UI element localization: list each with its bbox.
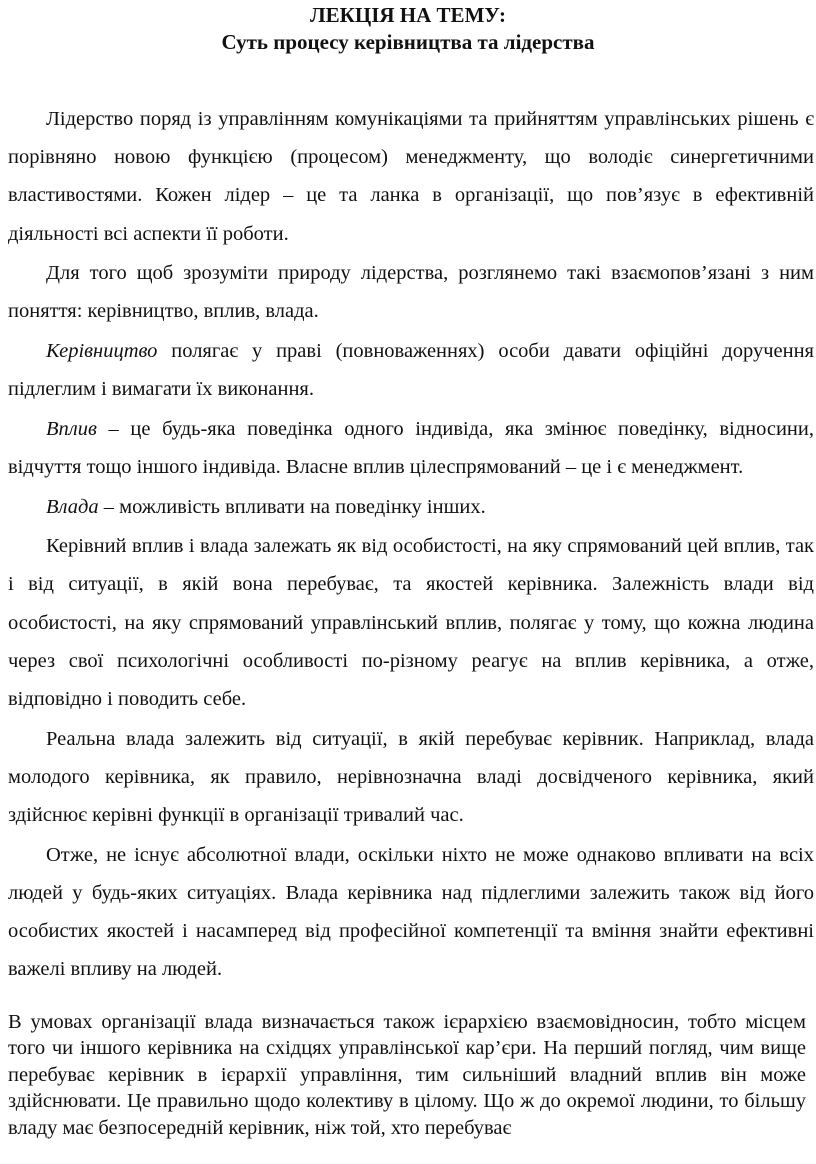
- term-influence: Вплив: [46, 417, 97, 440]
- lecture-topic-title: Суть процесу керівництва та лідерства: [221, 30, 595, 54]
- definition-power: – можливість впливати на поведінку інших.: [98, 495, 486, 518]
- paragraph-real-power: Реальна влада залежить від ситуації, в якій перебуває керівник. Наприклад, влада молодого керівника, як правило, нерівнозначна владі досвідченого керівника, який здійснює керівні функції в організації тривалий час.: [8, 727, 814, 826]
- paragraph-no-absolute-power: Отже, не існує абсолютної влади, оскільки ніхто не може однаково впливати на всіх людей у будь-яких ситуаціях. Влада керівника над підлеглими залежить також від його особистих якостей і насамперед від професійної компетенції та вміння знайти ефективні важелі впливу на людей.: [8, 843, 814, 981]
- secondary-text-block: [8, 1009, 806, 1141]
- lecture-heading: ЛЕКЦІЯ НА ТЕМУ:: [310, 3, 506, 27]
- main-text-block: [8, 100, 814, 990]
- paragraph-related-concepts: Для того щоб зрозуміти природу лідерства, розглянемо такі взаємопов’язані з ним поняття: керівництво, вплив, влада.: [8, 262, 814, 323]
- term-power: Влада: [46, 495, 99, 518]
- paragraph-management-definition: [8, 332, 814, 408]
- definition-management: полягає у праві (повноваженнях) особи давати офіційні доручення підлеглим і вимагати їх виконання.: [8, 340, 814, 401]
- term-management: Керівництво: [46, 340, 158, 362]
- paragraph-power-definition: [8, 488, 814, 526]
- paragraph-influence-factors: Керівний вплив і влада залежать як від особистості, на яку спрямований цей вплив, так і від ситуації, в якій вона перебуває, та якостей керівника. Залежність влади від особистості, на яку спрямований управлінський вплив, полягає у тому, що кожна людина через свої психологічні особливості по-різному реагує на вплив керівника, а отже, відповідно і поводить себе.: [8, 535, 814, 710]
- definition-influence: – це будь-яка поведінка одного індивіда, яка змінює поведінку, відносини, відчуття тощо іншого індивіда. Власне вплив цілеспрямований – це і є менеджмент.: [8, 417, 814, 478]
- paragraph-leadership-intro: Лідерство поряд із управлінням комунікаціями та прийняттям управлінських рішень є порівняно новою функцією (процесом) менеджменту, що володіє синергетичними властивостями. Кожен лідер – це та ланка в організації, що пов’язує в ефективній діяльності всі аспекти її роботи.: [8, 108, 814, 245]
- paragraph-hierarchy: В умовах організації влада визначається також ієрархією взаємовідносин, тобто місцем того чи іншого керівника на східцях управлінської кар’єри. На перший погляд, чим вище перебуває керівник в ієрархії управління, тим сильніший владний вплив він може здійснювати. Це правильно щодо колективу в цілому. Що ж до окремої людини, то більшу владу має безпосередній керівник, ніж той, хто перебуває: [8, 1011, 806, 1139]
- paragraph-influence-definition: [8, 410, 814, 486]
